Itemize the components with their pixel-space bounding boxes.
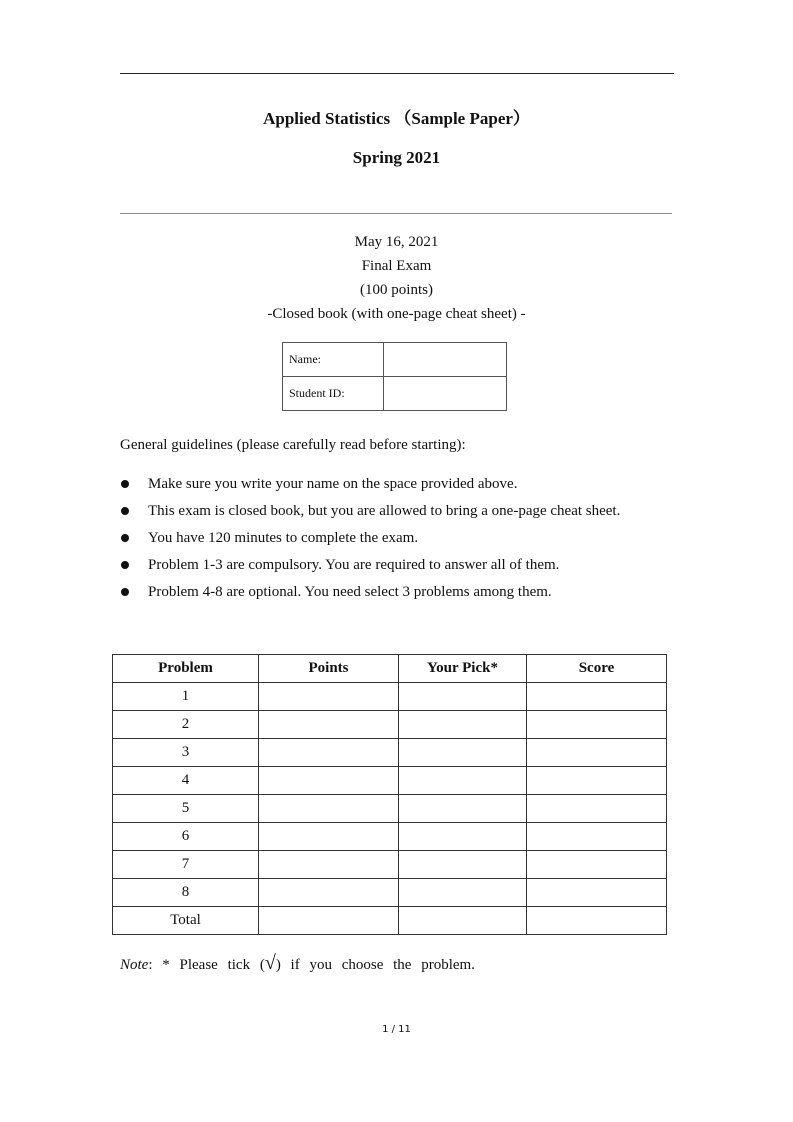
name-label: Name: bbox=[283, 343, 384, 377]
guideline-text: This exam is closed book, but you are allowed to bring a one-page cheat sheet. bbox=[148, 503, 621, 519]
header-points: Points bbox=[259, 655, 399, 683]
total-label-cell: Total bbox=[113, 907, 259, 935]
bullet-icon bbox=[121, 507, 129, 515]
table-row bbox=[113, 767, 667, 795]
top-rule bbox=[120, 73, 674, 74]
pick-cell[interactable] bbox=[399, 823, 527, 851]
guideline-item bbox=[120, 501, 620, 528]
points-cell bbox=[259, 767, 399, 795]
student-info-table bbox=[282, 342, 507, 411]
problem-cell: 6 bbox=[113, 823, 259, 851]
table-row bbox=[113, 683, 667, 711]
guideline-item bbox=[120, 582, 620, 609]
score-cell bbox=[527, 739, 667, 767]
table-row bbox=[113, 795, 667, 823]
table-row-total bbox=[113, 907, 667, 935]
section-rule bbox=[120, 213, 672, 214]
guideline-text: Problem 1-3 are compulsory. You are required to answer all of them. bbox=[148, 557, 560, 573]
pick-note bbox=[120, 952, 475, 975]
guidelines-intro: General guidelines (please carefully read before starting): bbox=[120, 437, 466, 453]
table-row bbox=[113, 879, 667, 907]
bullet-icon bbox=[121, 480, 129, 488]
exam-date: May 16, 2021 bbox=[354, 234, 439, 250]
guideline-item bbox=[120, 555, 620, 582]
points-cell bbox=[259, 823, 399, 851]
guideline-text: You have 120 minutes to complete the exam. bbox=[148, 530, 419, 546]
score-table bbox=[112, 654, 667, 935]
pick-cell[interactable] bbox=[399, 739, 527, 767]
score-cell bbox=[527, 879, 667, 907]
page-subtitle: Spring 2021 bbox=[352, 148, 441, 167]
header-problem: Problem bbox=[113, 655, 259, 683]
pick-cell[interactable] bbox=[399, 767, 527, 795]
problem-cell: 1 bbox=[113, 683, 259, 711]
guideline-item bbox=[120, 528, 620, 555]
note-text-after: ) if you choose the problem. bbox=[275, 957, 475, 973]
note-text-before: : * Please tick ( bbox=[148, 957, 265, 973]
score-cell bbox=[527, 683, 667, 711]
pick-cell[interactable] bbox=[399, 795, 527, 823]
points-cell bbox=[259, 795, 399, 823]
exam-format: -Closed book (with one-page cheat sheet) - bbox=[267, 306, 526, 322]
table-row bbox=[113, 711, 667, 739]
note-label: Note bbox=[120, 957, 149, 973]
score-cell bbox=[527, 823, 667, 851]
student-id-field[interactable] bbox=[384, 377, 507, 411]
problem-cell: 5 bbox=[113, 795, 259, 823]
checkmark-icon: √ bbox=[264, 952, 276, 974]
table-row bbox=[113, 823, 667, 851]
page-title: Applied Statistics （Sample Paper） bbox=[263, 109, 530, 128]
score-table-header bbox=[113, 655, 667, 683]
pick-cell[interactable] bbox=[399, 851, 527, 879]
header-score: Score bbox=[527, 655, 667, 683]
guideline-text: Make sure you write your name on the space provided above. bbox=[148, 476, 518, 492]
score-cell bbox=[527, 907, 667, 935]
guidelines-list bbox=[120, 474, 620, 609]
score-cell bbox=[527, 711, 667, 739]
score-cell bbox=[527, 851, 667, 879]
guideline-item bbox=[120, 474, 620, 501]
bullet-icon bbox=[121, 561, 129, 569]
score-cell bbox=[527, 795, 667, 823]
problem-cell: 3 bbox=[113, 739, 259, 767]
points-cell bbox=[259, 851, 399, 879]
pick-cell[interactable] bbox=[399, 879, 527, 907]
points-cell bbox=[259, 711, 399, 739]
problem-cell: 7 bbox=[113, 851, 259, 879]
table-row bbox=[113, 739, 667, 767]
exam-points: (100 points) bbox=[360, 282, 433, 298]
exam-type: Final Exam bbox=[361, 258, 432, 274]
pick-cell bbox=[399, 907, 527, 935]
score-cell bbox=[527, 767, 667, 795]
problem-cell: 4 bbox=[113, 767, 259, 795]
name-field[interactable] bbox=[384, 343, 507, 377]
pick-cell[interactable] bbox=[399, 683, 527, 711]
bullet-icon bbox=[121, 588, 129, 596]
points-cell bbox=[259, 907, 399, 935]
pick-cell[interactable] bbox=[399, 711, 527, 739]
points-cell bbox=[259, 683, 399, 711]
points-cell bbox=[259, 739, 399, 767]
header-your-pick: Your Pick* bbox=[399, 655, 527, 683]
problem-cell: 2 bbox=[113, 711, 259, 739]
points-cell bbox=[259, 879, 399, 907]
table-row bbox=[113, 851, 667, 879]
guideline-text: Problem 4-8 are optional. You need select 3 problems among them. bbox=[148, 584, 552, 600]
student-id-label: Student ID: bbox=[283, 377, 384, 411]
bullet-icon bbox=[121, 534, 129, 542]
problem-cell: 8 bbox=[113, 879, 259, 907]
page-number: 1 / 11 bbox=[382, 1024, 411, 1035]
